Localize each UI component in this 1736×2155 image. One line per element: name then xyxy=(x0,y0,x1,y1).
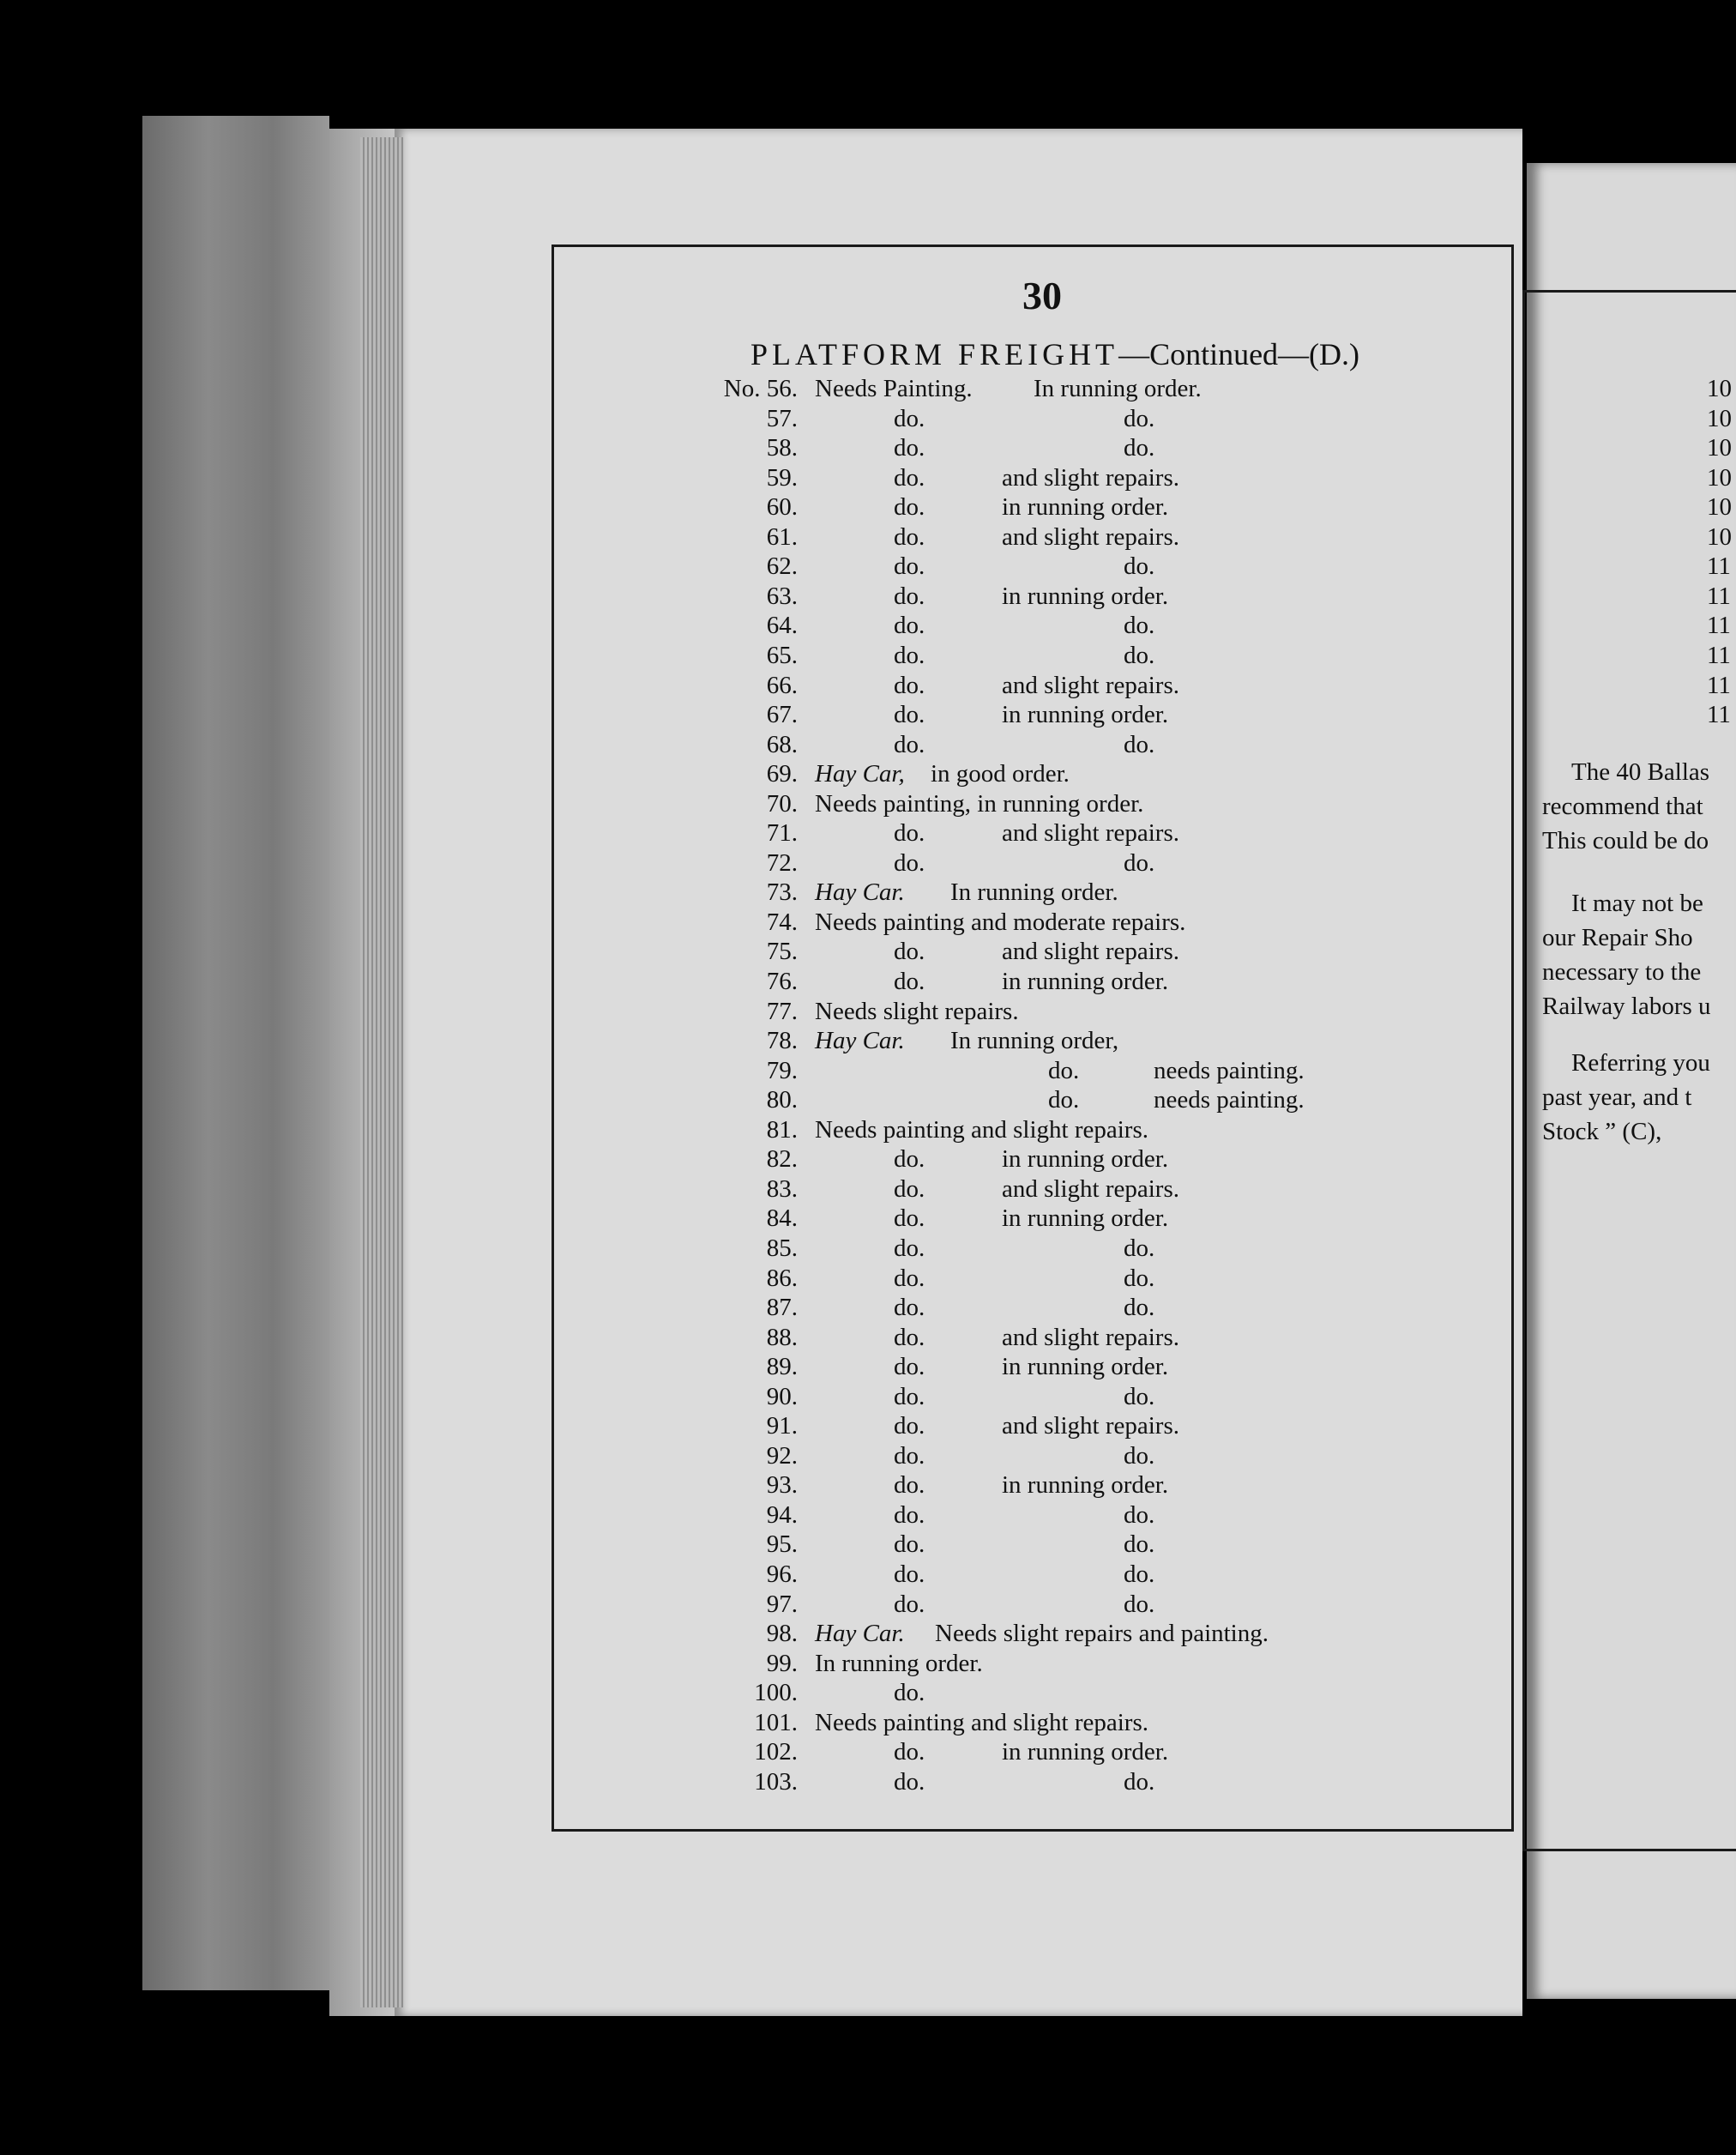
facing-page-number: 11 xyxy=(1707,583,1731,610)
entry-status: do. xyxy=(1048,1086,1080,1114)
entry-number: 88. xyxy=(766,1324,798,1351)
entry-status: and slight repairs. xyxy=(1002,464,1179,492)
entry-condition: do. xyxy=(894,1145,925,1173)
entry-condition: do. xyxy=(894,731,925,758)
facing-page-line: It may not be xyxy=(1571,890,1703,917)
entry-condition: Hay Car. xyxy=(815,1620,905,1647)
entry-number: 68. xyxy=(766,731,798,758)
entry-condition: do. xyxy=(894,1234,925,1262)
entry-number: 72. xyxy=(766,849,798,877)
facing-page-line: Referring you xyxy=(1571,1049,1710,1077)
entry-status: in running order. xyxy=(1002,1145,1169,1173)
facing-page-line: Stock ” (C), xyxy=(1542,1118,1662,1145)
facing-page-line: past year, and t xyxy=(1542,1084,1692,1111)
entry-number: 59. xyxy=(766,464,798,492)
facing-page-line: necessary to the xyxy=(1542,958,1702,986)
entry-condition: Needs painting, in running order. xyxy=(815,790,1144,818)
entry-status: in running order. xyxy=(1002,583,1169,610)
entry-condition: Needs painting and slight repairs. xyxy=(815,1116,1148,1144)
entry-status: In running order, xyxy=(950,1027,1119,1054)
entry-number: 96. xyxy=(766,1560,798,1588)
entry-number: 60. xyxy=(766,493,798,521)
entry-status: In running order. xyxy=(1034,375,1202,402)
entry-condition: do. xyxy=(894,1591,925,1618)
entry-number: 75. xyxy=(766,938,798,965)
entry-condition: do. xyxy=(894,1530,925,1558)
facing-page-number: 11 xyxy=(1707,701,1731,728)
entry-status: do. xyxy=(1124,849,1155,877)
entry-status: in running order. xyxy=(1002,493,1169,521)
entry-status: do. xyxy=(1124,434,1155,462)
entry-condition: do. xyxy=(894,1412,925,1440)
entry-number: 92. xyxy=(766,1442,798,1470)
entry-status: do. xyxy=(1124,405,1155,432)
entry-status: do. xyxy=(1124,1560,1155,1588)
entry-condition: do. xyxy=(894,523,925,551)
entry-number: 95. xyxy=(766,1530,798,1558)
entry-status: do. xyxy=(1124,1265,1155,1292)
entry-number: 91. xyxy=(766,1412,798,1440)
entry-condition: Needs Painting. xyxy=(815,375,973,402)
entry-number: 71. xyxy=(766,819,798,847)
entry-condition: do. xyxy=(894,493,925,521)
entry-status: do. xyxy=(1124,1383,1155,1410)
entry-condition: do. xyxy=(894,1175,925,1203)
entry-number: No. 56. xyxy=(723,375,798,402)
entry-number: 85. xyxy=(766,1234,798,1262)
facing-page-number: 10 xyxy=(1707,375,1732,402)
entry-number: 87. xyxy=(766,1294,798,1321)
entry-condition: do. xyxy=(894,1383,925,1410)
facing-page-line: recommend that xyxy=(1542,793,1703,820)
entry-number: 90. xyxy=(766,1383,798,1410)
facing-page-number: 11 xyxy=(1707,672,1731,699)
entry-condition: do. xyxy=(894,1471,925,1499)
entry-status: do. xyxy=(1124,1501,1155,1529)
entry-number: 66. xyxy=(766,672,798,699)
entry-number: 76. xyxy=(766,968,798,995)
entry-number: 89. xyxy=(766,1353,798,1380)
entry-status: in running order. xyxy=(1002,1471,1169,1499)
entry-status: and slight repairs. xyxy=(1002,672,1179,699)
entry-condition: do. xyxy=(894,672,925,699)
entry-status: and slight repairs. xyxy=(1002,1175,1179,1203)
entry-condition: do. xyxy=(894,938,925,965)
entry-status: do. xyxy=(1124,1442,1155,1470)
entry-status: do. xyxy=(1124,642,1155,669)
facing-page-number: 10 xyxy=(1707,493,1732,521)
entry-status: In running order. xyxy=(950,878,1118,906)
entry-condition: Hay Car. xyxy=(815,1027,905,1054)
section-heading-suffix: —Continued—(D.) xyxy=(1118,337,1360,371)
entry-status: do. xyxy=(1124,552,1155,580)
entry-condition: Needs slight repairs. xyxy=(815,998,1019,1025)
entry-condition: do. xyxy=(894,1294,925,1321)
facing-page-number: 11 xyxy=(1707,612,1731,639)
entry-status: do. xyxy=(1124,1768,1155,1796)
entry-number: 73. xyxy=(766,878,798,906)
facing-page-line: The 40 Ballas xyxy=(1571,758,1710,786)
entry-number: 99. xyxy=(766,1650,798,1677)
facing-page-line: Railway labors u xyxy=(1542,993,1711,1020)
entry-status: and slight repairs. xyxy=(1002,523,1179,551)
entry-condition: do. xyxy=(894,1560,925,1588)
page-edge-stack xyxy=(360,137,403,2007)
entry-condition: Needs painting and moderate repairs. xyxy=(815,908,1186,936)
entry-number: 61. xyxy=(766,523,798,551)
entry-number: 93. xyxy=(766,1471,798,1499)
facing-page-number: 11 xyxy=(1707,552,1731,580)
entry-number: 74. xyxy=(766,908,798,936)
entry-number: 102. xyxy=(754,1738,798,1766)
entry-status: in running order. xyxy=(1002,1738,1169,1766)
entry-number: 84. xyxy=(766,1204,798,1232)
facing-page-number: 11 xyxy=(1707,642,1731,669)
entry-number: 63. xyxy=(766,583,798,610)
entry-condition: In running order. xyxy=(815,1650,983,1677)
entry-status: do. xyxy=(1048,1057,1080,1084)
entry-number: 69. xyxy=(766,760,798,788)
entry-number: 82. xyxy=(766,1145,798,1173)
entry-number: 58. xyxy=(766,434,798,462)
entry-number: 70. xyxy=(766,790,798,818)
facing-page-number: 10 xyxy=(1707,405,1732,432)
facing-page-number: 10 xyxy=(1707,523,1732,551)
entry-status: in running order. xyxy=(1002,701,1169,728)
entry-number: 64. xyxy=(766,612,798,639)
entry-number: 101. xyxy=(754,1709,798,1736)
entry-condition: do. xyxy=(894,1353,925,1380)
entry-number: 67. xyxy=(766,701,798,728)
entry-status: in running order. xyxy=(1002,1204,1169,1232)
entry-condition: do. xyxy=(894,849,925,877)
entry-condition: do. xyxy=(894,1768,925,1796)
entry-condition: do. xyxy=(894,612,925,639)
entry-status: Needs slight repairs and painting. xyxy=(935,1620,1269,1647)
entry-condition: Hay Car, xyxy=(815,760,905,788)
entry-condition: do. xyxy=(894,1442,925,1470)
section-heading-title: PLATFORM FREIGHT xyxy=(750,337,1119,371)
entry-number: 98. xyxy=(766,1620,798,1647)
entry-number: 79. xyxy=(766,1057,798,1084)
entry-number: 86. xyxy=(766,1265,798,1292)
entry-number: 103. xyxy=(754,1768,798,1796)
entry-condition: do. xyxy=(894,583,925,610)
facing-page-number: 10 xyxy=(1707,464,1732,492)
entry-number: 80. xyxy=(766,1086,798,1114)
entry-number: 100. xyxy=(754,1679,798,1706)
entry-condition: do. xyxy=(894,642,925,669)
entry-status: in running order. xyxy=(1002,968,1169,995)
entry-status: do. xyxy=(1124,612,1155,639)
entry-status: do. xyxy=(1124,731,1155,758)
entry-condition: do. xyxy=(894,1679,925,1706)
entry-number: 97. xyxy=(766,1591,798,1618)
entry-number: 62. xyxy=(766,552,798,580)
entry-status: do. xyxy=(1124,1294,1155,1321)
entry-number: 57. xyxy=(766,405,798,432)
entry-status: do. xyxy=(1124,1234,1155,1262)
entry-status: and slight repairs. xyxy=(1002,938,1179,965)
entry-status: in running order. xyxy=(1002,1353,1169,1380)
left-leaf-edge xyxy=(142,116,329,1990)
entry-number: 81. xyxy=(766,1116,798,1144)
entry-number: 78. xyxy=(766,1027,798,1054)
entry-condition: do. xyxy=(894,701,925,728)
entry-number: 83. xyxy=(766,1175,798,1203)
entry-condition: do. xyxy=(894,1324,925,1351)
entry-condition: do. xyxy=(894,1501,925,1529)
entry-condition: do. xyxy=(894,464,925,492)
entry-condition: do. xyxy=(894,1738,925,1766)
page-number: 30 xyxy=(1022,274,1062,317)
entry-status: and slight repairs. xyxy=(1002,1412,1179,1440)
entry-condition: do. xyxy=(894,1204,925,1232)
facing-page-number: 10 xyxy=(1707,434,1732,462)
entry-condition: do. xyxy=(894,434,925,462)
entry-condition: do. xyxy=(894,552,925,580)
entry-condition: do. xyxy=(894,968,925,995)
entry-condition: Needs painting and slight repairs. xyxy=(815,1709,1148,1736)
facing-page-line: This could be do xyxy=(1542,827,1709,854)
entry-status: in good order. xyxy=(931,760,1070,788)
facing-page-line: our Repair Sho xyxy=(1542,924,1693,951)
entry-status: do. xyxy=(1124,1530,1155,1558)
entry-condition: Hay Car. xyxy=(815,878,905,906)
entry-number: 77. xyxy=(766,998,798,1025)
entry-number: 65. xyxy=(766,642,798,669)
entry-note: needs painting. xyxy=(1154,1086,1305,1114)
entry-number: 94. xyxy=(766,1501,798,1529)
entry-status: and slight repairs. xyxy=(1002,819,1179,847)
entry-condition: do. xyxy=(894,405,925,432)
entry-status: do. xyxy=(1124,1591,1155,1618)
section-heading xyxy=(750,336,1359,372)
entry-note: needs painting. xyxy=(1154,1057,1305,1084)
entry-condition: do. xyxy=(894,1265,925,1292)
entry-status: and slight repairs. xyxy=(1002,1324,1179,1351)
entry-condition: do. xyxy=(894,819,925,847)
